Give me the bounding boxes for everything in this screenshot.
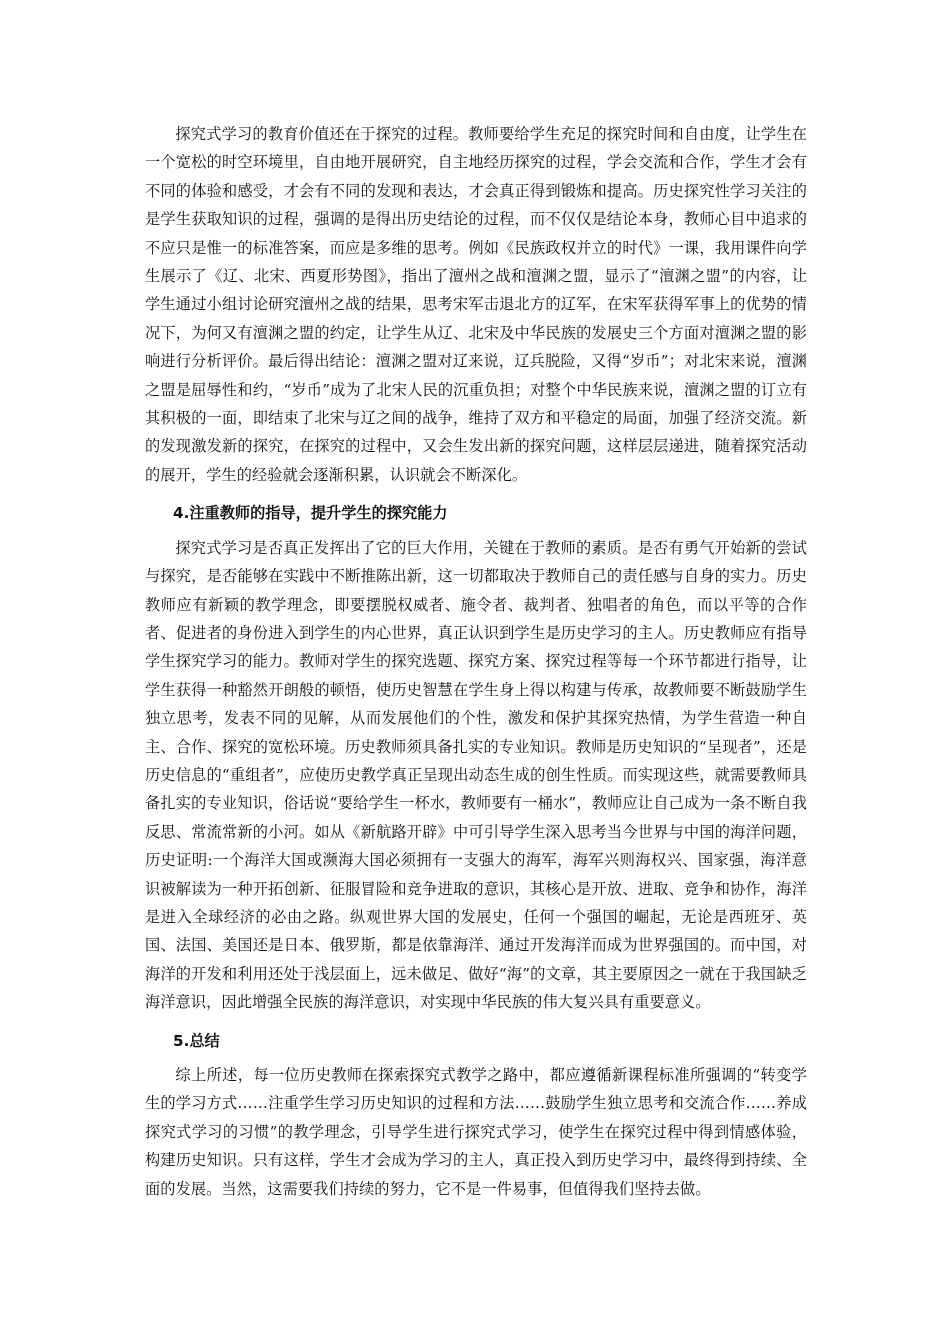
section-heading-teacher-guidance: 4.注重教师的指导，提升学生的探究能力 [173,504,448,523]
section-heading-summary: 5.总结 [173,1031,220,1050]
body-paragraph-teacher-guidance: 探究式学习是否真正发挥出了它的巨大作用，关键在于教师的素质。是否有勇气开始新的尝试与探究，是否能够在实践中不断推陈出新，这一切都取决于教师自己的责任感与自身的实力。历史教师应有新颖的教学理念，即要摆脱权威者、施令者、裁判者、独唱者的角色，而以平等的合作者、促进者的身份进入到学生的内心世界，真正认识到学生是历史学习的主人。历史教师应有指导学生探究学习的能力。教师对学生的探究选题、探究方案、探究过程等每一个环节都进行指导，让学生获得一种豁然开朗般的顿悟，使历史智慧在学生身上得以构建与传承，故教师要不断鼓励学生独立思考，发表不同的见解，从而发展他们的个性，激发和保护其探究热情，为学生营造一种自主、合作、探究的宽松环境。历史教师须具备扎实的专业知识。教师是历史知识的“呈现者”，还是历史信息的“重组者”，应使历史教学真正呈现出动态生成的创生性质。而实现这些，就需要教师具备扎实的专业知识，俗话说“要给学生一杯水，教师要有一桶水”，教师应让自己成为一条不断自我反思、常流常新的小河。如从《新航路开辟》中可引导学生深入思考当今世界与中国的海洋问题，历史证明:一个海洋大国或濒海大国必须拥有一支强大的海军，海军兴则海权兴、国家强，海洋意识被解读为一种开拓创新、征服冒险和竞争进取的意识，其核心是开放、进取、竞争和协作，海洋是进入全球经济的必由之路。纵观世界大国的发展史，任何一个强国的崛起，无论是西班牙、英国、法国、美国还是日本、俄罗斯，都是依靠海洋、通过开发海洋而成为世界强国的。而中国，对海洋的开发和利用还处于浅层面上，远未做足、做好“海”的文章，其主要原因之一就在于我国缺乏海洋意识，因此增强全民族的海洋意识，对实现中华民族的伟大复兴具有重要意义。 [145,538,807,1012]
body-paragraph-inquiry-process: 探究式学习的教育价值还在于探究的过程。教师要给学生充足的探究时间和自由度，让学生在一个宽松的时空环境里，自由地开展研究，自主地经历探究的过程，学会交流和合作，学生才会有不同的体验和感受，才会有不同的发现和表达，才会真正得到锻炼和提高。历史探究性学习关注的是学生获取知识的过程，强调的是得出历史结论的过程，而不仅仅是结论本身，教师心目中追求的不应只是惟一的标准答案，而应是多维的思考。例如《民族政权并立的时代》一课，我用课件向学生展示了《辽、北宋、西夏形势图》，指出了澶州之战和澶渊之盟，显示了“澶渊之盟”的内容，让学生通过小组讨论研究澶州之战的结果，思考宋军击退北方的辽军，在宋军获得军事上的优势的情况下，为何又有澶渊之盟的约定，让学生从辽、北宋及中华民族的发展史三个方面对澶渊之盟的影响进行分析评价。最后得出结论：澶渊之盟对辽来说，辽兵脱险，又得“岁币”；对北宋来说，澶渊之盟是屈辱性和约，“岁币”成为了北宋人民的沉重负担；对整个中华民族来说，澶渊之盟的订立有其积极的一面，即结束了北宋与辽之间的战争，维持了双方和平稳定的局面，加强了经济交流。新的发现激发新的探究，在探究的过程中，又会生发出新的探究问题，这样层层递进，随着探究活动的展开，学生的经验就会逐渐积累，认识就会不断深化。 [145,125,807,484]
document-page [145,120,807,1203]
body-paragraph-summary: 综上所述，每一位历史教师在探索探究式教学之路中，都应遵循新课程标准所强调的“转变学生的学习方式……注重学生学习历史知识的过程和方法……鼓励学生独立思考和交流合作……养成探究式学习的习惯”的教学理念，引导学生进行探究式学习，使学生在探究过程中得到情感体验，构建历史知识。只有这样，学生才会成为学习的主人，真正投入到历史学习中，最终得到持续、全面的发展。当然，这需要我们持续的努力，它不是一件易事，但值得我们坚持去做。 [145,1066,807,1198]
